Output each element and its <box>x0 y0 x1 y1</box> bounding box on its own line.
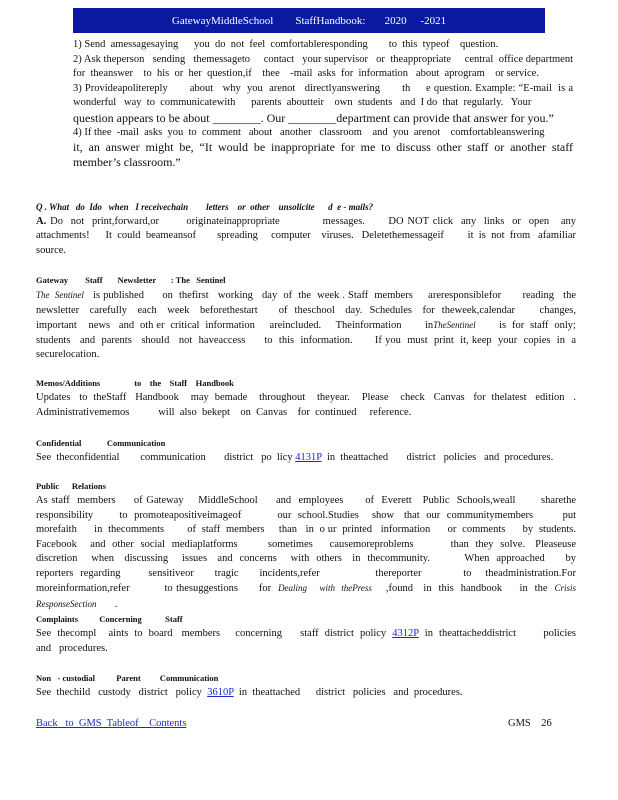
public-relations-body <box>36 494 600 612</box>
complaints-text-a: See thecompl aints to board members concerning staff district policy <box>36 628 393 639</box>
answer-item-1: 1) Send amessagesaying you do not feel comfortableresponding to this typeof question. <box>73 39 499 50</box>
newsletter-text-b: is for staff only; students and parents should not haveaccess to this information. If you must print it, keep your copies in a securelocation. <box>36 320 579 360</box>
answer-list <box>73 38 584 170</box>
noncustodial-heading: Non - custodial Parent Communication <box>36 673 219 683</box>
newsletter-section <box>36 274 579 363</box>
noncustodial-text-a: See thechild custody district policy <box>36 687 208 698</box>
policy-link-3610p[interactable]: 3610P <box>207 687 234 698</box>
public-relations-text-a: As staff members of Gateway MiddleSchool and employees of Everett Public Schools,weall sharethe responsibility to promoteapositiveimageof our school.Studies show that our communitymembers put morefaith in thecomments of staff members than in o ur printed information or comments by students. Facebook and other social mediaplatforms sometimes causemoreproblems than they solve. Pleaseuse discretion when discussing issues and concerns with others in thecommunity. When approached by reporters regarding sensitiveor tragic incidents,refer thereporter to theadministration.For moreinformation,refer to thesuggestions for <box>36 495 600 594</box>
noncustodial-section <box>36 672 576 701</box>
dealing-with-press: Dealing with thePress <box>278 583 372 593</box>
answer-label: A. <box>36 215 47 227</box>
crisis-response-section: Crisis ResponseSection <box>36 583 581 609</box>
newsletter-name-2: TheSentinel <box>433 320 476 330</box>
public-relations-text-b: ,found in this handbook in the <box>371 583 555 594</box>
memos-body: Updates to theStaff Handbook may bemade throughout theyear. Please check Canvas for thelatest edition . Administrativememos will also bekept on Canvas for continued reference. <box>36 392 579 418</box>
chain-letters-answer <box>36 215 579 259</box>
confidential-section <box>36 437 576 466</box>
complaints-section <box>36 613 579 656</box>
newsletter-name: The Sentinel <box>36 290 84 300</box>
confidential-body <box>36 451 576 466</box>
header-title: GatewayMiddleSchool StaffHandbook: 2020 -2021 <box>171 14 447 27</box>
policy-link-4312p[interactable]: 4312P <box>392 628 419 639</box>
noncustodial-text-b: in theattached district policies and procedures. <box>233 687 463 698</box>
confidential-text-a: See theconfidential communication district po licy <box>36 452 296 463</box>
chain-letters-answer-text: Do not print,forward,or originateinappropriate messages. DO NOT click any links or open any attachments! It could beameansof spreading computer viruses. Deletethemessageif it is not from afamiliar source. <box>36 215 579 256</box>
newsletter-text-a: is published on thefirst working day of the week . Staff members areresponsiblefor reading the newsletter carefully each week beforethestart of theschool day. Schedules for theweek,calendar changes, important news and oth er critical information areincluded. Theinformation in <box>36 290 579 331</box>
answer-item-4b: it, an answer might be, “It would be inappropriate for me to discuss other staff or another staff member’s classroom.” <box>73 140 573 169</box>
public-relations-section <box>36 480 600 612</box>
policy-link-4131p[interactable]: 4131P <box>295 452 322 463</box>
answer-item-4a: 4) If thee -mail asks you to comment about another classroom and you arenot comfortableanswering <box>73 126 545 138</box>
confidential-heading: Confidential Communication <box>36 438 166 448</box>
newsletter-heading: Gateway Staff Newsletter : The Sentinel <box>36 275 226 285</box>
complaints-text-b: in theattacheddistrict policies and procedures. <box>36 628 579 654</box>
complaints-body <box>36 627 579 656</box>
noncustodial-body <box>36 686 576 701</box>
back-to-contents-link[interactable]: Back to GMS Tableof Contents <box>36 718 187 729</box>
answer-item-3a: 3) Provideapolitereply about why you arenot directlyanswering th e question. Example: “E-mail is a wonderful way to communicatewith parents aboutteir own students and I do that regularly. Your <box>73 82 576 108</box>
memos-section <box>36 377 579 420</box>
answer-item-2: 2) Ask theperson sending themessageto contact your supervisor or theappropriate central office department for theanswer to his or her question,if thee -mail asks for information about aprogram or service. <box>73 53 584 79</box>
chain-letters-question: Q . What do Ido when I receivechain letters or other unsolicite d e - mails? <box>36 202 374 212</box>
newsletter-body <box>36 288 579 363</box>
memos-heading: Memos/Additions to the Staff Handbook <box>36 378 234 388</box>
confidential-text-b: in theattached district policies and procedures. <box>321 452 554 463</box>
public-relations-heading: Public Relations <box>36 481 106 491</box>
page-number: GMS 26 <box>508 718 552 729</box>
complaints-heading: Complaints Concerning Staff <box>36 614 183 624</box>
public-relations-text-c: . <box>96 598 118 610</box>
header-bar <box>73 8 545 33</box>
answer-item-3b: question appears to be about ________. Our ________department can provide that answer for you.” <box>73 110 554 125</box>
chain-letters-section <box>36 200 579 258</box>
